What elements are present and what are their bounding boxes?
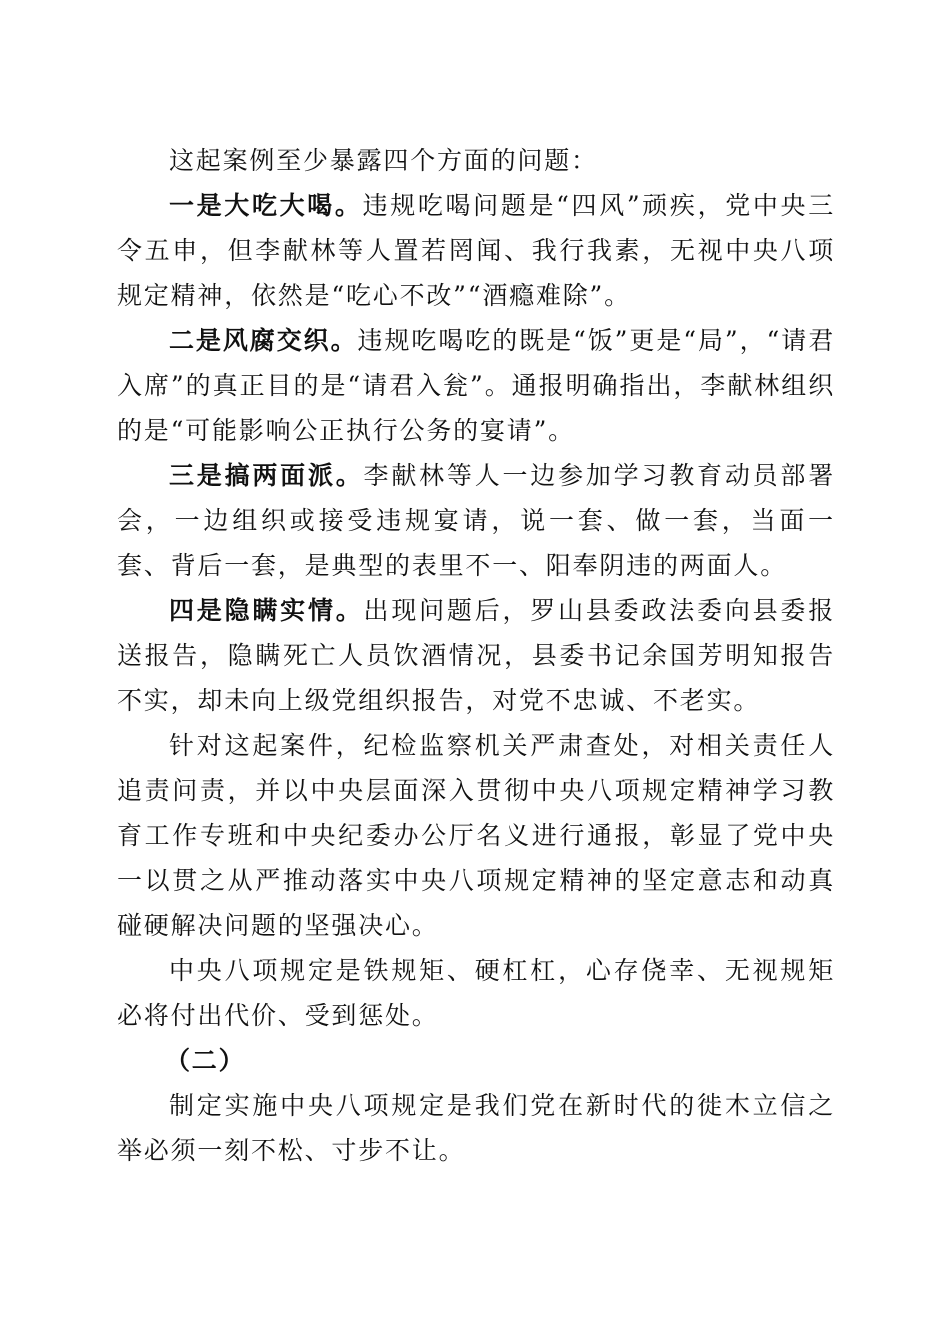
problem-paragraph-1 xyxy=(117,183,835,318)
paragraph-text: 中央八项规定是铁规矩、硬杠杠，心存侥幸、无视规矩必将付出代价、受到惩处。 xyxy=(117,956,835,1030)
problem-paragraph-2 xyxy=(117,318,835,453)
problem-paragraph-4 xyxy=(117,588,835,723)
paragraph-heading: 四是隐瞒实情。 xyxy=(169,596,364,625)
paragraph-text: 这起案例至少暴露四个方面的问题： xyxy=(169,146,598,175)
conclusion-paragraph xyxy=(117,948,835,1038)
intro-paragraph xyxy=(117,138,835,183)
paragraph-text: 李献林等人一边参加学习教育动员部署会，一边组织或接受违规宴请，说一套、做一套，当面一套、背后一套，是典型的表里不一、阳奉阴违的两面人。 xyxy=(117,461,835,580)
paragraph-heading: 三是搞两面派。 xyxy=(169,461,364,490)
paragraph-heading: 一是大吃大喝。 xyxy=(169,191,363,220)
paragraph-text: 违规吃喝吃的既是“饭”更是“局”，“请君入席”的真正目的是“请君入瓮”。通报明确指出，李献林组织的是“可能影响公正执行公务的宴请”。 xyxy=(117,326,835,445)
response-paragraph xyxy=(117,723,835,948)
section-marker: （二） xyxy=(165,1046,246,1075)
paragraph-text: 出现问题后，罗山县委政法委向县委报送报告，隐瞒死亡人员饮酒情况，县委书记余国芳明知报告不实，却未向上级党组织报告，对党不忠诚、不老实。 xyxy=(117,596,835,715)
paragraph-text: 违规吃喝问题是“四风”顽疾，党中央三令五申，但李献林等人置若罔闻、我行我素，无视中央八项规定精神，依然是“吃心不改”“酒瘾难除”。 xyxy=(117,191,835,310)
paragraph-text: 针对这起案件，纪检监察机关严肃查处，对相关责任人追责问责，并以中央层面深入贯彻中央八项规定精神学习教育工作专班和中央纪委办公厅名义进行通报，彰显了党中央一以贯之从严推动落实中央八项规定精神的坚定意志和动真碰硬解决问题的坚强决心。 xyxy=(117,731,835,940)
closing-paragraph: 制定实施中央八项规定是我们党在新时代的徙木立信之举必须一刻不松、寸步不让。 xyxy=(117,1091,835,1165)
document-body xyxy=(117,138,835,1173)
problem-paragraph-3 xyxy=(117,453,835,588)
paragraph-heading: 二是风腐交织。 xyxy=(169,326,358,355)
